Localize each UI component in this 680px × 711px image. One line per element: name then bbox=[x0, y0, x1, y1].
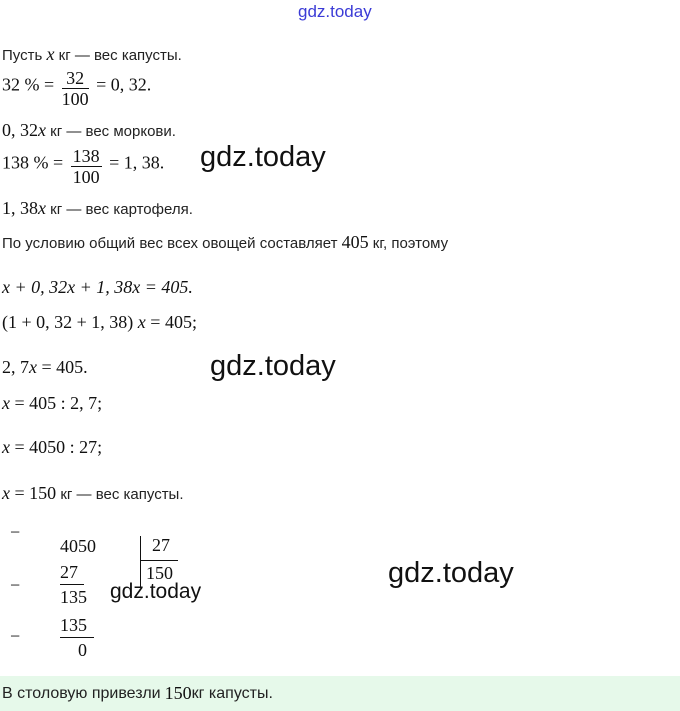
fraction-denominator: 100 bbox=[61, 89, 89, 105]
line-carrot-def bbox=[2, 120, 176, 141]
math-text: (1 + 0, 32 + 1, 38) bbox=[2, 312, 138, 332]
line-cabbage-def bbox=[2, 44, 182, 65]
math-var: x bbox=[137, 312, 146, 332]
division-minus-2: − bbox=[10, 575, 21, 595]
watermark: gdz.today bbox=[110, 580, 202, 603]
line-138-percent bbox=[2, 146, 164, 183]
answer-box bbox=[0, 676, 680, 711]
division-remainder-2: 0 bbox=[78, 640, 87, 660]
division-remainder-1: 135 bbox=[60, 587, 87, 607]
watermark: gdz.today bbox=[210, 350, 336, 382]
division-horizontal-line bbox=[140, 560, 178, 561]
math-text: = 1, 38. bbox=[109, 152, 165, 173]
equation-4 bbox=[2, 393, 102, 414]
division-subtrahend-2: 135 bbox=[60, 615, 87, 635]
math-text: 0, 32 bbox=[2, 120, 38, 140]
line-text: кг — вес моркови. bbox=[46, 123, 176, 140]
math-text: 405 bbox=[341, 232, 369, 252]
line-potato-def bbox=[2, 198, 193, 219]
watermark: gdz.today bbox=[388, 557, 514, 589]
line-text: кг — вес капусты. bbox=[56, 486, 184, 503]
fraction bbox=[62, 68, 89, 105]
fraction bbox=[71, 146, 102, 183]
line-condition bbox=[2, 232, 448, 253]
line-text: кг — вес картофеля. bbox=[46, 201, 193, 218]
math-text: = 405. bbox=[37, 357, 88, 377]
division-underline-1 bbox=[60, 584, 84, 585]
division-subtrahend-1: 27 bbox=[60, 562, 78, 582]
watermark: gdz.today bbox=[200, 141, 326, 173]
division-dividend: 4050 bbox=[60, 536, 96, 556]
math-text: 1, 38 bbox=[2, 198, 38, 218]
division-underline-2 bbox=[60, 637, 94, 638]
answer-text: В столовую привезли bbox=[2, 684, 161, 702]
fraction-denominator: 100 bbox=[72, 167, 100, 183]
equation-2 bbox=[2, 312, 197, 333]
math-var: x bbox=[2, 393, 10, 413]
line-text: Пусть bbox=[2, 47, 47, 64]
math-var: x bbox=[29, 357, 37, 377]
math-text: = 405 : 2, 7; bbox=[10, 393, 103, 413]
fraction-numerator: 138 bbox=[72, 146, 100, 166]
math-text: = 405; bbox=[145, 312, 197, 332]
line-32-percent bbox=[2, 68, 151, 105]
math-var: x bbox=[46, 44, 55, 64]
equation-5 bbox=[2, 437, 102, 458]
math-var: x bbox=[2, 483, 10, 503]
line-text: кг — вес капусты. bbox=[54, 47, 182, 64]
line-text: По условию общий вес всех овощей составляет bbox=[2, 235, 342, 252]
equation-3 bbox=[2, 357, 88, 378]
line-text: кг, поэтому bbox=[368, 235, 449, 252]
division-minus-1: − bbox=[10, 522, 21, 542]
fraction-numerator: 32 bbox=[62, 68, 89, 89]
math-text: = 150 bbox=[10, 483, 57, 503]
equation-1: x + 0, 32x + 1, 38x = 405. bbox=[2, 277, 193, 297]
math-var: x bbox=[2, 437, 10, 457]
division-quotient: 150 bbox=[146, 563, 173, 583]
math-var: x bbox=[38, 120, 46, 140]
answer-text: кг капусты. bbox=[191, 684, 273, 702]
math-text: 138 % = bbox=[2, 152, 64, 173]
answer-number: 150 bbox=[164, 683, 192, 703]
math-text: = 0, 32. bbox=[96, 74, 152, 95]
math-text: 32 % = bbox=[2, 74, 55, 95]
division-minus-3: − bbox=[10, 626, 21, 646]
division-divisor: 27 bbox=[152, 535, 170, 555]
math-var: x bbox=[38, 198, 46, 218]
header-watermark: gdz.today bbox=[298, 2, 372, 21]
math-text: 2, 7 bbox=[2, 357, 29, 377]
math-text: = 4050 : 27; bbox=[10, 437, 103, 457]
equation-6 bbox=[2, 483, 184, 504]
